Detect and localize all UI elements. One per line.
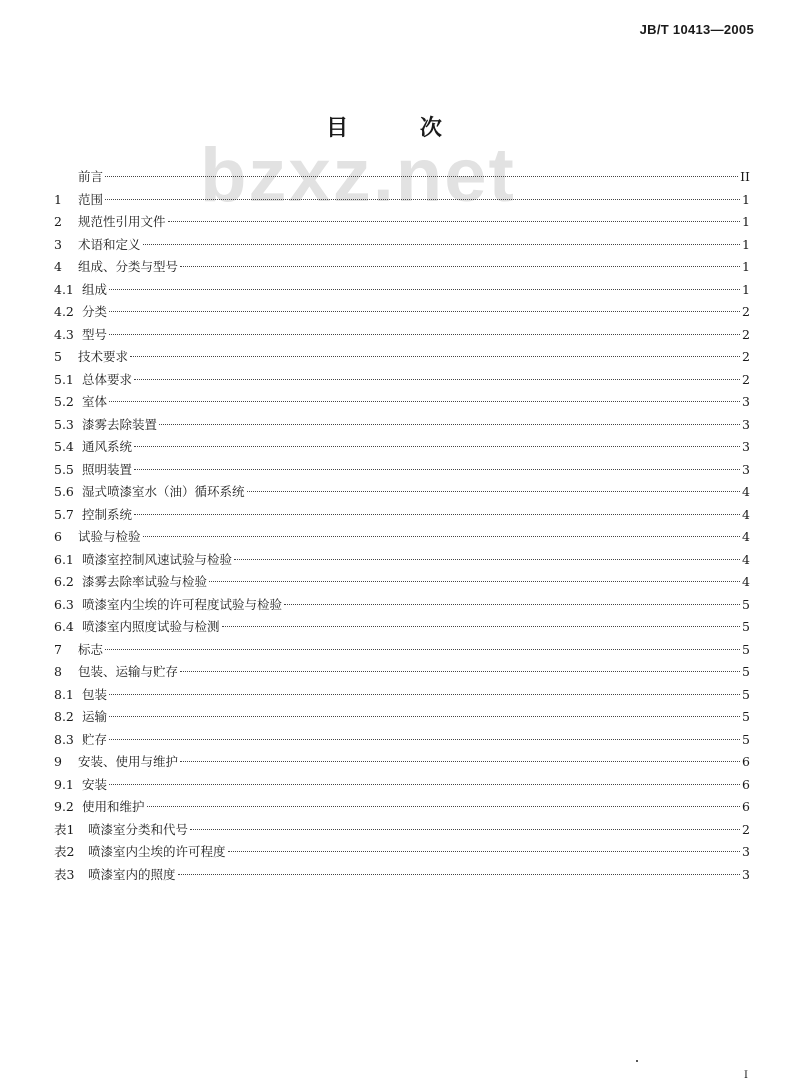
toc-entry-title: 试验与检验 [78, 529, 141, 544]
toc-entry[interactable] [54, 706, 750, 729]
toc-entry-number: 6.2 [54, 574, 74, 589]
toc-entry-page: 5 [742, 709, 750, 724]
toc-entry-number: 6 [54, 529, 62, 544]
toc-entry-title: 技术要求 [78, 349, 129, 364]
toc-entry-number: 4 [54, 259, 62, 274]
toc-entry-title: 型号 [82, 326, 108, 342]
toc-entry-number: 6.1 [54, 551, 74, 567]
toc-entry-number: 9.2 [54, 799, 74, 814]
toc-dot-leader [228, 851, 740, 852]
toc-entry-number: 4.1 [54, 281, 74, 297]
toc-entry[interactable] [54, 324, 750, 347]
toc-entry[interactable] [54, 549, 750, 572]
toc-entry-page: 1 [742, 214, 750, 229]
toc-entry-title: 漆雾去除率试验与检验 [82, 574, 208, 589]
toc-dot-leader [105, 649, 740, 650]
toc-entry-title: 喷漆室控制风速试验与检验 [82, 551, 233, 567]
toc-dot-leader [143, 536, 740, 537]
toc-entry[interactable] [54, 819, 750, 842]
toc-entry-title: 安装 [82, 776, 108, 792]
toc-entry-number: 表3 [54, 866, 75, 882]
toc-entry[interactable] [54, 841, 750, 864]
toc-entry-number: 5.5 [54, 461, 74, 477]
toc-dot-leader [209, 581, 740, 582]
toc-entry-page: 4 [742, 484, 750, 499]
toc-entry-page: 5 [742, 596, 750, 612]
toc-entry-number: 9 [54, 754, 62, 769]
toc-entry[interactable] [54, 684, 750, 707]
toc-entry-title: 范围 [78, 191, 104, 207]
toc-dot-leader [284, 604, 740, 605]
toc-entry-number: 表1 [54, 821, 75, 837]
toc-entry-page: 6 [742, 754, 750, 769]
toc-entry-page: 3 [742, 394, 750, 409]
toc-dot-leader [147, 806, 740, 807]
toc-entry-title: 使用和维护 [82, 799, 145, 814]
toc-entry-title: 分类 [82, 304, 108, 319]
toc-entry-page: 3 [742, 866, 750, 882]
toc-entry-number: 8.2 [54, 709, 74, 724]
toc-entry[interactable] [54, 639, 750, 662]
toc-entry-title: 组成、分类与型号 [78, 259, 179, 274]
toc-entry-number: 5.2 [54, 394, 74, 409]
toc-entry-number: 表2 [54, 844, 75, 859]
toc-entry-number: 5.3 [54, 416, 74, 432]
toc-dot-leader [109, 334, 740, 335]
toc-entry-number: 9.1 [54, 776, 74, 792]
toc-dot-leader [180, 761, 740, 762]
toc-dot-leader [105, 199, 740, 200]
toc-entry[interactable] [54, 234, 750, 257]
toc-entry-number: 5.6 [54, 484, 74, 499]
toc-entry-title: 湿式喷漆室水（油）循环系统 [82, 484, 245, 499]
toc-entry-page: 5 [742, 731, 750, 747]
toc-entry-page: 3 [742, 461, 750, 477]
toc-entry[interactable] [54, 774, 750, 797]
toc-dot-leader [168, 221, 740, 222]
toc-dot-leader [178, 874, 740, 875]
toc-entry-title: 漆雾去除装置 [82, 416, 158, 432]
toc-entry-title: 贮存 [82, 731, 108, 747]
toc-entry[interactable] [54, 346, 750, 369]
toc-dot-leader [190, 829, 740, 830]
toc-entry-number: 4.2 [54, 304, 74, 319]
toc-dot-leader [109, 401, 740, 402]
toc-dot-leader [180, 266, 740, 267]
toc-dot-leader [222, 626, 740, 627]
toc-entry-page: 1 [742, 191, 750, 207]
toc-entry-page: 4 [742, 529, 750, 544]
toc-entry-number: 3 [54, 236, 62, 252]
toc-entry[interactable] [54, 189, 750, 212]
toc-dot-leader [134, 379, 740, 380]
toc-entry[interactable] [54, 391, 750, 414]
toc-entry-title: 喷漆室分类和代号 [88, 821, 189, 837]
toc-entry-number: 5.1 [54, 371, 74, 387]
toc-entry[interactable] [54, 796, 750, 819]
table-of-contents [54, 166, 750, 886]
toc-dot-leader [130, 356, 740, 357]
toc-entry-number: 2 [54, 214, 62, 229]
toc-dot-leader [234, 559, 740, 560]
toc-entry-page: 4 [742, 574, 750, 589]
toc-entry-page: 3 [742, 439, 750, 454]
toc-entry-title: 运输 [82, 709, 108, 724]
toc-entry-title: 喷漆室内尘埃的许可程度试验与检验 [82, 596, 283, 612]
toc-entry-number: 7 [54, 641, 62, 657]
toc-entry-page: 1 [742, 259, 750, 274]
toc-entry-number: 8.3 [54, 731, 74, 747]
toc-dot-leader [109, 289, 740, 290]
toc-entry-title: 室体 [82, 394, 108, 409]
toc-entry-page: 4 [742, 506, 750, 522]
toc-entry-page: 5 [742, 664, 750, 679]
toc-entry-page: 2 [742, 821, 750, 837]
toc-dot-leader [109, 784, 740, 785]
toc-dot-leader [180, 671, 740, 672]
toc-entry-page: 3 [742, 416, 750, 432]
toc-entry[interactable] [54, 279, 750, 302]
toc-entry-title: 包装、运输与贮存 [78, 664, 179, 679]
toc-entry-title: 喷漆室内照度试验与检测 [82, 619, 220, 634]
toc-entry-page: 2 [742, 304, 750, 319]
toc-entry-page: 4 [742, 551, 750, 567]
toc-entry-page: 5 [742, 641, 750, 657]
toc-entry-number: 8 [54, 664, 62, 679]
page-number-roman: I [744, 1070, 748, 1081]
toc-entry-page: 2 [742, 349, 750, 364]
standard-code: JB/T 10413—2005 [639, 22, 754, 37]
toc-entry-title: 通风系统 [82, 439, 133, 454]
toc-entry-number: 1 [54, 191, 62, 207]
toc-entry[interactable] [54, 751, 750, 774]
toc-entry-title: 组成 [82, 281, 108, 297]
toc-entry-number: 6.3 [54, 596, 74, 612]
toc-entry-page: 1 [742, 281, 750, 297]
toc-entry-number: 5 [54, 349, 62, 364]
toc-entry-page: 6 [742, 776, 750, 792]
toc-entry[interactable] [54, 864, 750, 887]
toc-entry-title: 喷漆室内的照度 [88, 866, 176, 882]
toc-entry-title: 术语和定义 [78, 236, 141, 252]
toc-entry[interactable] [54, 571, 750, 594]
toc-entry-title: 包装 [82, 686, 108, 702]
toc-entry[interactable] [54, 369, 750, 392]
toc-entry[interactable] [54, 594, 750, 617]
toc-entry-title: 规范性引用文件 [78, 214, 166, 229]
toc-entry-title: 喷漆室内尘埃的许可程度 [88, 844, 226, 859]
toc-entry[interactable] [54, 301, 750, 324]
toc-entry-page: 2 [742, 326, 750, 342]
page-title: 目 次 [326, 114, 474, 141]
toc-entry[interactable] [54, 661, 750, 684]
toc-entry[interactable] [54, 616, 750, 639]
toc-entry-number: 6.4 [54, 619, 74, 634]
toc-dot-leader [134, 469, 740, 470]
watermark: bzxz.net [200, 133, 516, 218]
toc-dot-leader [247, 491, 740, 492]
toc-entry[interactable] [54, 504, 750, 527]
toc-entry[interactable] [54, 256, 750, 279]
toc-entry-title: 安装、使用与维护 [78, 754, 179, 769]
toc-dot-leader [134, 446, 740, 447]
toc-dot-leader [109, 311, 740, 312]
toc-entry-title: 照明装置 [82, 461, 133, 477]
toc-entry[interactable] [54, 526, 750, 549]
toc-entry-page: 1 [742, 236, 750, 252]
toc-entry[interactable] [54, 414, 750, 437]
toc-entry-page: 2 [742, 371, 750, 387]
toc-entry[interactable] [54, 459, 750, 482]
toc-entry-page: 3 [742, 844, 750, 859]
toc-entry-title: 标志 [78, 641, 104, 657]
toc-dot-leader [109, 739, 740, 740]
toc-entry[interactable] [54, 729, 750, 752]
toc-entry-number: 8.1 [54, 686, 74, 702]
toc-entry-page: 6 [742, 799, 750, 814]
toc-entry-page: 5 [742, 619, 750, 634]
toc-entry-number: 5.4 [54, 439, 74, 454]
toc-dot-leader [109, 694, 740, 695]
toc-entry-number: 5.7 [54, 506, 74, 522]
toc-dot-leader [159, 424, 740, 425]
toc-entry-title: 总体要求 [82, 371, 133, 387]
toc-entry-title: 控制系统 [82, 506, 133, 522]
toc-dot-leader [105, 176, 738, 177]
toc-entry-number: 4.3 [54, 326, 74, 342]
toc-entry[interactable] [54, 481, 750, 504]
toc-entry-title: 前言 [78, 169, 104, 184]
toc-entry[interactable] [54, 211, 750, 234]
toc-dot-leader [134, 514, 740, 515]
toc-entry-page: II [740, 169, 750, 184]
toc-entry[interactable] [54, 166, 750, 189]
toc-dot-leader [109, 716, 740, 717]
toc-entry-page: 5 [742, 686, 750, 702]
scan-speck [636, 1060, 638, 1062]
toc-dot-leader [143, 244, 740, 245]
toc-entry[interactable] [54, 436, 750, 459]
